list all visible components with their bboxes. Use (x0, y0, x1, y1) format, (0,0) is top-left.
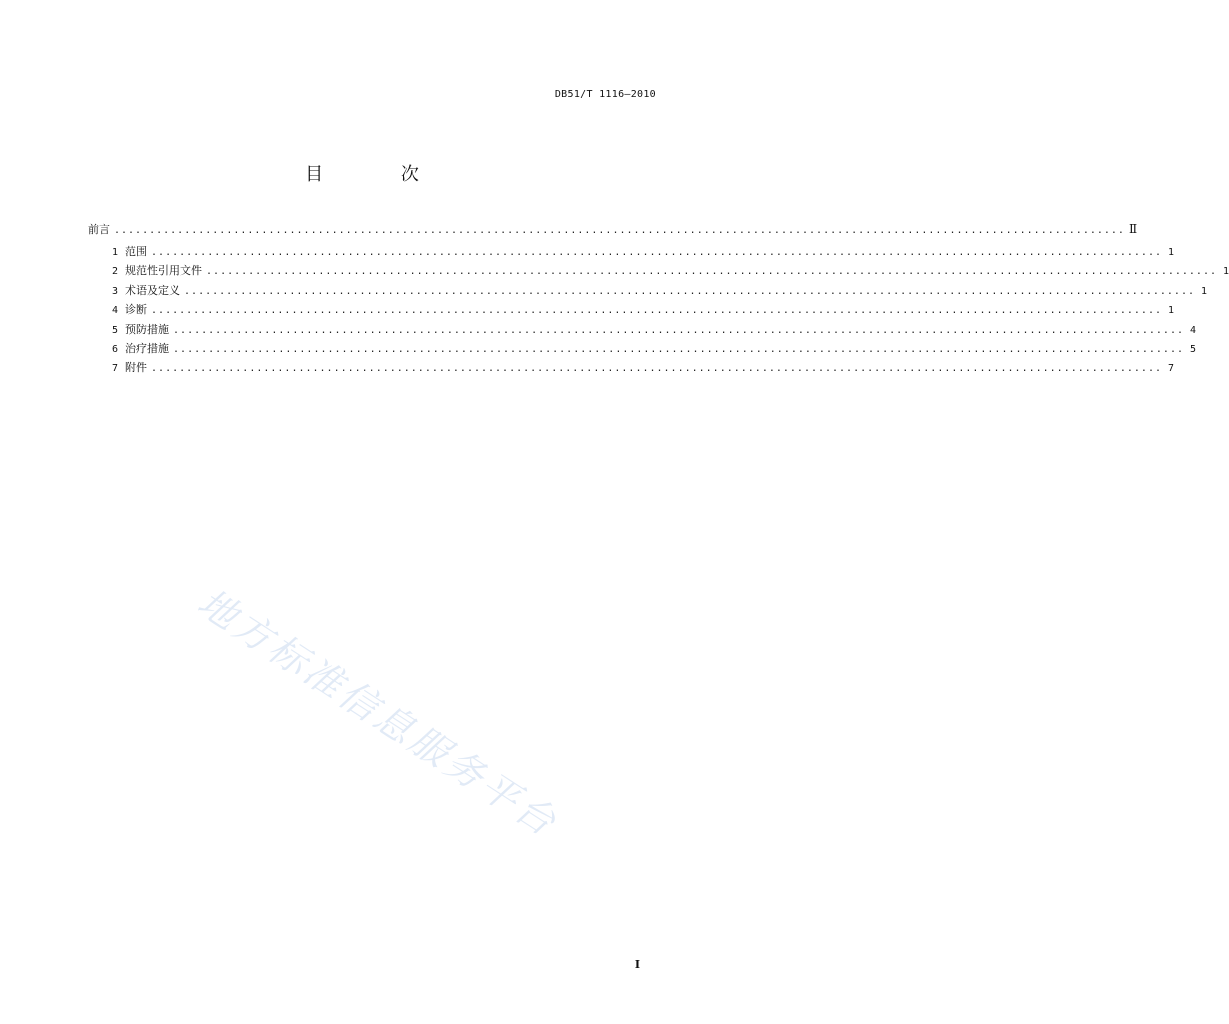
toc-entry[interactable] (88, 242, 1174, 261)
document-code: DB51/T 1116—2010 (554, 89, 656, 100)
toc-entry-number: 4 (112, 305, 119, 317)
toc-leader-dots: ................................................................................................................................................ (151, 247, 1162, 258)
toc-entry-page: 1 (1200, 285, 1207, 297)
toc-leader-dots: ................................................................................................................................................ (206, 266, 1217, 278)
toc-entry-number: 3 (112, 285, 119, 297)
toc-entry-label: 治疗措施 (125, 341, 170, 355)
toc-entry[interactable] (88, 358, 1174, 377)
toc-leader-dots: ................................................................................................................................................ (173, 324, 1184, 336)
table-of-contents (88, 218, 1229, 378)
toc-entry[interactable] (88, 300, 1174, 319)
toc-entry-page: 5 (1189, 343, 1196, 355)
toc-entry[interactable] (88, 281, 1207, 300)
toc-entry-number: 7 (112, 363, 119, 375)
page-number: I (634, 958, 640, 971)
toc-entry-label: 预防措施 (125, 322, 170, 336)
toc-entry-label: 术语及定义 (125, 283, 181, 297)
toc-entry-page: 1 (1222, 266, 1229, 278)
toc-entry-number: 2 (112, 266, 119, 278)
toc-entry-page: 1 (1167, 305, 1174, 317)
toc-entry-foreword[interactable] (88, 218, 1138, 240)
toc-entry-label: 附件 (125, 361, 148, 375)
toc-entry-page: Ⅱ (1128, 222, 1138, 236)
toc-title: 目 次 (305, 164, 455, 185)
toc-entry-label: 规范性引用文件 (125, 264, 203, 278)
toc-leader-dots: ................................................................................................................................................ (184, 285, 1195, 297)
toc-entry[interactable] (88, 261, 1229, 280)
toc-entry-label: 前言 (88, 223, 110, 236)
toc-entry-label: 范围 (125, 245, 148, 258)
toc-entry-page: 4 (1189, 324, 1196, 336)
watermark: 地方标准信息服务平台 (189, 580, 567, 846)
toc-entry-number: 6 (112, 343, 119, 355)
toc-entry-number: 1 (112, 247, 119, 258)
toc-leader-dots: ................................................................................................................................................ (151, 363, 1162, 375)
toc-entry-label: 诊断 (125, 303, 148, 317)
toc-leader-dots: ................................................................................................................................................ (151, 305, 1162, 317)
toc-entry[interactable] (88, 339, 1196, 358)
toc-entry[interactable] (88, 320, 1196, 339)
toc-leader-dots: ................................................................................................................................................ (173, 343, 1184, 355)
toc-entry-number: 5 (112, 324, 119, 336)
toc-leader-dots: ................................................................................................................................................ (114, 225, 1125, 236)
toc-entry-page: 7 (1167, 363, 1174, 375)
toc-entry-page: 1 (1167, 247, 1174, 258)
